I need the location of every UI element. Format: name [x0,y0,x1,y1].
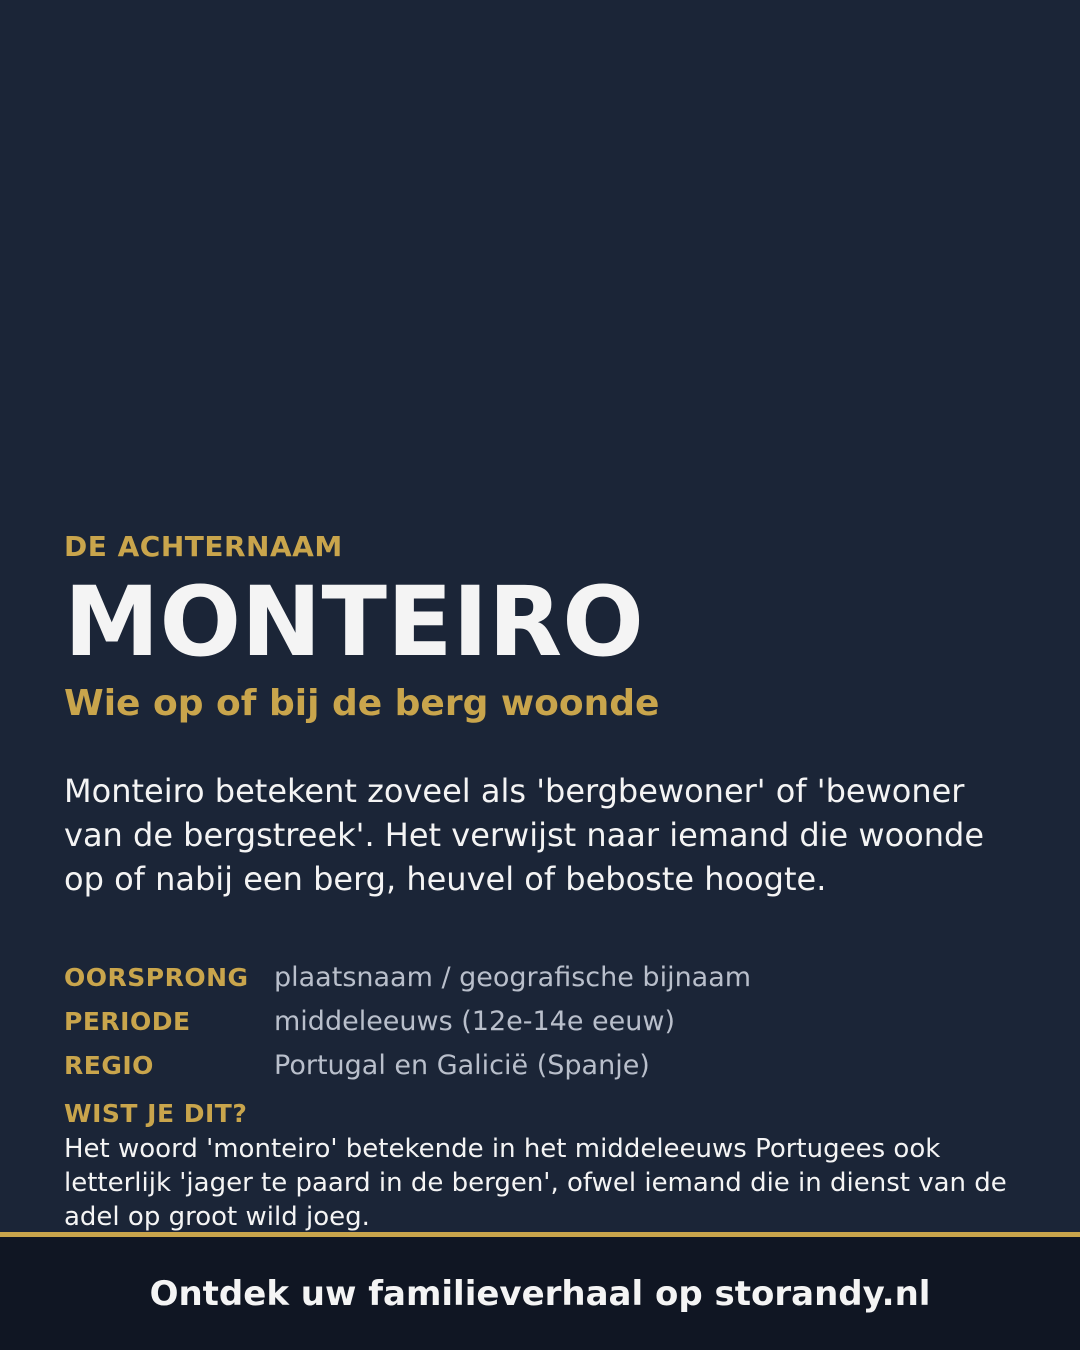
surname-tagline: Wie op of bij de berg woonde [64,683,660,724]
fact-value: plaatsnaam / geografische bijnaam [274,962,752,993]
fact-row-period [64,1006,1024,1050]
facts-list [64,962,1024,1094]
fact-value: Portugal en Galicië (Spanje) [274,1050,650,1081]
fact-label: OORSPRONG [64,963,249,992]
fact-value: middeleeuws (12e-14e eeuw) [274,1006,676,1037]
surname-description: Monteiro betekent zoveel als 'bergbewoner' of 'bewoner van de bergstreek'. Het verwijst naar iemand die woonde op of nabij een berg, heuvel of beboste hoogte. [64,772,985,898]
eyebrow-label: DE ACHTERNAAM [64,530,343,563]
fact-row-region [64,1050,1024,1094]
fact-label: REGIO [64,1051,154,1080]
did-you-know-text: Het woord 'monteiro' betekende in het middeleeuws Portugees ook letterlijk 'jager te paard in de bergen', ofwel iemand die in dienst van de adel op groot wild joeg. [64,1134,1007,1232]
fact-row-origin [64,962,1024,1006]
surname-title: MONTEIRO [64,566,644,678]
footer-cta: Ontdek uw familieverhaal op storandy.nl [149,1273,931,1314]
fact-label: PERIODE [64,1007,191,1036]
did-you-know-heading: WIST JE DIT? [64,1099,248,1128]
footer [0,1237,1080,1350]
